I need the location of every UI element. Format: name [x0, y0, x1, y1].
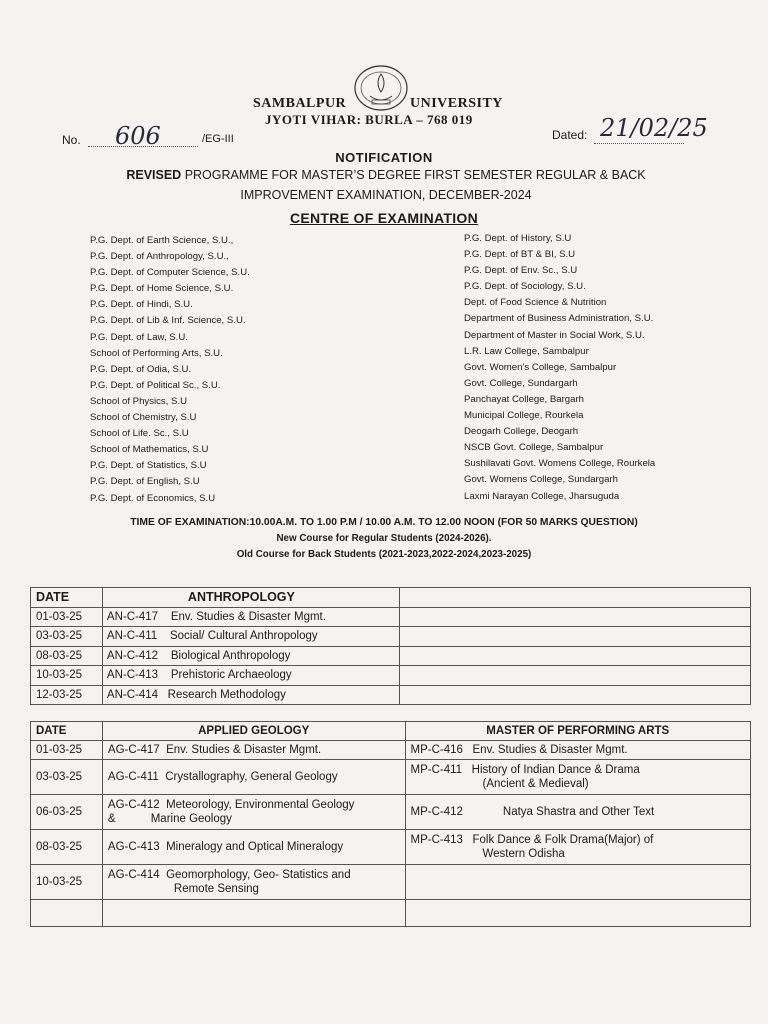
paper-subject: Geomorphology, Geo- Statistics and: [166, 869, 351, 881]
centre-item: Department of Master in Social Work, S.U.: [464, 329, 645, 341]
notification-heading: NOTIFICATION: [335, 150, 433, 165]
exam-date: 08-03-25: [31, 830, 103, 865]
empty-cell: [399, 646, 750, 666]
centres-left-list: [90, 233, 430, 507]
paper-subject: History of Indian Dance & Drama: [471, 764, 640, 776]
paper-subject: Folk Dance & Folk Drama(Major) of: [472, 834, 654, 846]
table-row: [31, 795, 751, 830]
time-of-examination: TIME OF EXAMINATION:10.00A.M. TO 1.00 P.M / 10.00 A.M. TO 12.00 NOON (FOR 50 MARKS QUESTION): [130, 517, 638, 528]
empty-cell: [399, 685, 750, 705]
mpa-paper-cell: [405, 760, 751, 795]
centre-item: School of Life. Sc., S.U: [90, 428, 189, 440]
table-row: [31, 607, 751, 627]
paper-code: AN-C-414: [106, 688, 159, 701]
exam-date: 03-03-25: [31, 627, 103, 647]
centre-of-examination-heading: CENTRE OF EXAMINATION: [289, 210, 479, 226]
university-name-left: SAMBALPUR: [253, 96, 347, 111]
centre-item: P.G. Dept. of Hindi, S.U.: [90, 299, 193, 311]
mpa-paper-cell: [405, 741, 751, 760]
empty-cell: [405, 900, 751, 927]
paper-code: AN-C-413: [106, 669, 159, 682]
title-rest: PROGRAMME FOR MASTER’S DEGREE FIRST SEMESTER REGULAR & BACK: [181, 168, 646, 182]
centre-item: Deogarh College, Deogarh: [464, 426, 579, 438]
performing-arts-header: MASTER OF PERFORMING ARTS: [405, 722, 751, 741]
paper-code: AG-C-414: [107, 869, 160, 881]
centre-item: P.G. Dept. of Env. Sc., S.U: [464, 265, 578, 277]
paper-code: AG-C-417: [107, 744, 160, 756]
centre-item: P.G. Dept. of Statistics, S.U: [90, 460, 207, 472]
geology-paper-cell: [102, 830, 405, 865]
table-row: [31, 627, 751, 647]
exam-date: 06-03-25: [31, 795, 103, 830]
centre-item: Panchayat College, Bargarh: [464, 393, 584, 405]
centre-item: P.G. Dept. of Economics, S.U: [90, 492, 216, 504]
empty-cell: [31, 900, 103, 927]
university-emblem-icon: [350, 64, 412, 114]
centre-item: NSCB Govt. College, Sambalpur: [464, 442, 604, 454]
centre-item: P.G. Dept. of Law, S.U.: [90, 331, 188, 343]
paper-code: AN-C-417: [106, 610, 159, 623]
centre-item: Govt. College, Sundargarh: [464, 377, 578, 389]
geology-paper-cell: [102, 795, 405, 830]
empty-cell: [102, 900, 405, 927]
empty-cell: [405, 865, 751, 900]
dated-line: [594, 143, 684, 144]
centre-item: P.G. Dept. of Sociology, S.U.: [464, 281, 586, 293]
paper-subject: Biological Anthropology: [170, 649, 291, 662]
centre-item: Laxmi Narayan College, Jharsuguda: [464, 490, 620, 502]
geology-paper-cell: [102, 865, 405, 900]
university-address: JYOTI VIHAR: BURLA – 768 019: [265, 112, 473, 127]
centre-item: Department of Business Administration, S.U.: [464, 313, 654, 325]
paper-code: AG-C-413: [107, 841, 160, 853]
paper-code: AG-C-412: [107, 799, 160, 811]
exam-date: 01-03-25: [31, 741, 103, 760]
centre-item: School of Performing Arts, S.U.: [90, 347, 223, 359]
exam-date: 10-03-25: [31, 666, 103, 686]
empty-cell: [399, 627, 750, 647]
centre-item: P.G. Dept. of History, S.U: [464, 233, 572, 244]
old-course-note: Old Course for Back Students (2021-2023,2022-2024,2023-2025): [236, 549, 532, 560]
centre-item: School of Chemistry, S.U: [90, 412, 197, 424]
new-course-note: New Course for Regular Students (2024-2026).: [276, 533, 492, 544]
centre-item: Sushilavati Govt. Womens College, Rourkela: [464, 458, 656, 470]
paper-cell: [102, 666, 399, 686]
centre-item: Dept. of Food Science & Nutrition: [464, 297, 607, 309]
exam-date: 08-03-25: [31, 646, 103, 666]
centre-item: School of Physics, S.U: [90, 395, 188, 407]
table-row: [31, 646, 751, 666]
paper-code: MP-C-416: [410, 744, 463, 756]
paper-code: AN-C-411: [106, 630, 158, 643]
paper-subject: Env. Studies & Disaster Mgmt.: [170, 610, 326, 623]
paper-subject: Env. Studies & Disaster Mgmt.: [472, 744, 628, 756]
centre-item: P.G. Dept. of English, S.U: [90, 476, 200, 488]
paper-subject: Prehistoric Archaeology: [170, 669, 292, 682]
centre-item: P.G. Dept. of Anthropology, S.U.,: [90, 251, 229, 263]
paper-subject: Research Methodology: [167, 688, 286, 701]
paper-subject-cont: Remote Sensing: [173, 883, 259, 895]
table-row: [31, 865, 751, 900]
mpa-paper-cell: [405, 795, 751, 830]
notification-title-line2: IMPROVEMENT EXAMINATION, DECEMBER-2024: [240, 188, 532, 202]
university-name-right: UNIVERSITY: [410, 96, 503, 111]
centre-item: P.G. Dept. of Home Science, S.U.: [90, 283, 234, 295]
paper-subject: Natya Shastra and Other Text: [502, 806, 655, 818]
paper-cell: [102, 685, 399, 705]
geology-paper-cell: [102, 760, 405, 795]
table-row: [31, 900, 751, 927]
dated-value: 21/02/25: [600, 114, 708, 142]
paper-code: MP-C-412: [410, 806, 463, 818]
paper-subject: Mineralogy and Optical Mineralogy: [166, 841, 344, 853]
centre-item: School of Mathematics, S.U: [90, 444, 209, 456]
anthropology-header: ANTHROPOLOGY: [102, 588, 399, 608]
centre-item: Govt. Women’s College, Sambalpur: [464, 361, 617, 373]
reference-number-suffix: /EG-III: [202, 133, 234, 145]
centre-item: Municipal College, Rourkela: [464, 410, 584, 422]
paper-code: MP-C-411: [410, 764, 463, 776]
centre-item: P.G. Dept. of BT & BI, S.U: [464, 249, 576, 261]
table-row: [31, 760, 751, 795]
paper-code: AN-C-412: [106, 649, 159, 662]
geology-performing-arts-schedule-table: [30, 721, 751, 927]
date-header: DATE: [31, 722, 103, 741]
mpa-paper-cell: [405, 830, 751, 865]
centre-item: L.R. Law College, Sambalpur: [464, 345, 589, 357]
centre-item: P.G. Dept. of Earth Science, S.U.,: [90, 235, 234, 246]
paper-cell: [102, 607, 399, 627]
centre-item: P.G. Dept. of Lib & Inf. Science, S.U.: [90, 315, 246, 327]
table-row: [31, 685, 751, 705]
paper-subject: Crystallography, General Geology: [165, 771, 338, 783]
notification-title-line1: [86, 168, 686, 182]
paper-subject-cont: & Marine Geology: [107, 813, 232, 825]
paper-code: AG-C-411: [107, 771, 159, 783]
centre-item: P.G. Dept. of Political Sc., S.U.: [90, 379, 221, 391]
date-header: DATE: [31, 588, 103, 608]
paper-subject: Social/ Cultural Anthropology: [169, 630, 318, 643]
paper-subject-cont: Western Odisha: [482, 848, 565, 860]
anthropology-schedule-table: [30, 587, 751, 705]
exam-date: 03-03-25: [31, 760, 103, 795]
centre-item: P.G. Dept. of Odia, S.U.: [90, 363, 192, 375]
empty-cell: [399, 588, 750, 608]
table-row: [31, 830, 751, 865]
table-header-row: [31, 722, 751, 741]
reference-number-label: No.: [62, 133, 81, 147]
exam-date: 12-03-25: [31, 685, 103, 705]
empty-cell: [399, 607, 750, 627]
empty-cell: [399, 666, 750, 686]
paper-subject: Meteorology, Environmental Geology: [166, 799, 355, 811]
paper-cell: [102, 627, 399, 647]
table-row: [31, 666, 751, 686]
centres-right-list: [464, 231, 764, 505]
centre-item: Govt. Womens College, Sundargarh: [464, 474, 618, 486]
title-bold-word: REVISED: [126, 168, 182, 182]
table-row: [31, 741, 751, 760]
paper-code: MP-C-413: [410, 834, 463, 846]
applied-geology-header: APPLIED GEOLOGY: [102, 722, 405, 741]
geology-paper-cell: [102, 741, 405, 760]
centre-item: P.G. Dept. of Computer Science, S.U.: [90, 267, 250, 279]
paper-subject: Env. Studies & Disaster Mgmt.: [166, 744, 322, 756]
exam-date: 01-03-25: [31, 607, 103, 627]
exam-date: 10-03-25: [31, 865, 103, 900]
paper-cell: [102, 646, 399, 666]
paper-subject-cont: (Ancient & Medieval): [482, 778, 589, 790]
dated-label: Dated:: [552, 128, 588, 142]
table-header-row: [31, 588, 751, 608]
reference-number-value: 606: [115, 122, 161, 150]
